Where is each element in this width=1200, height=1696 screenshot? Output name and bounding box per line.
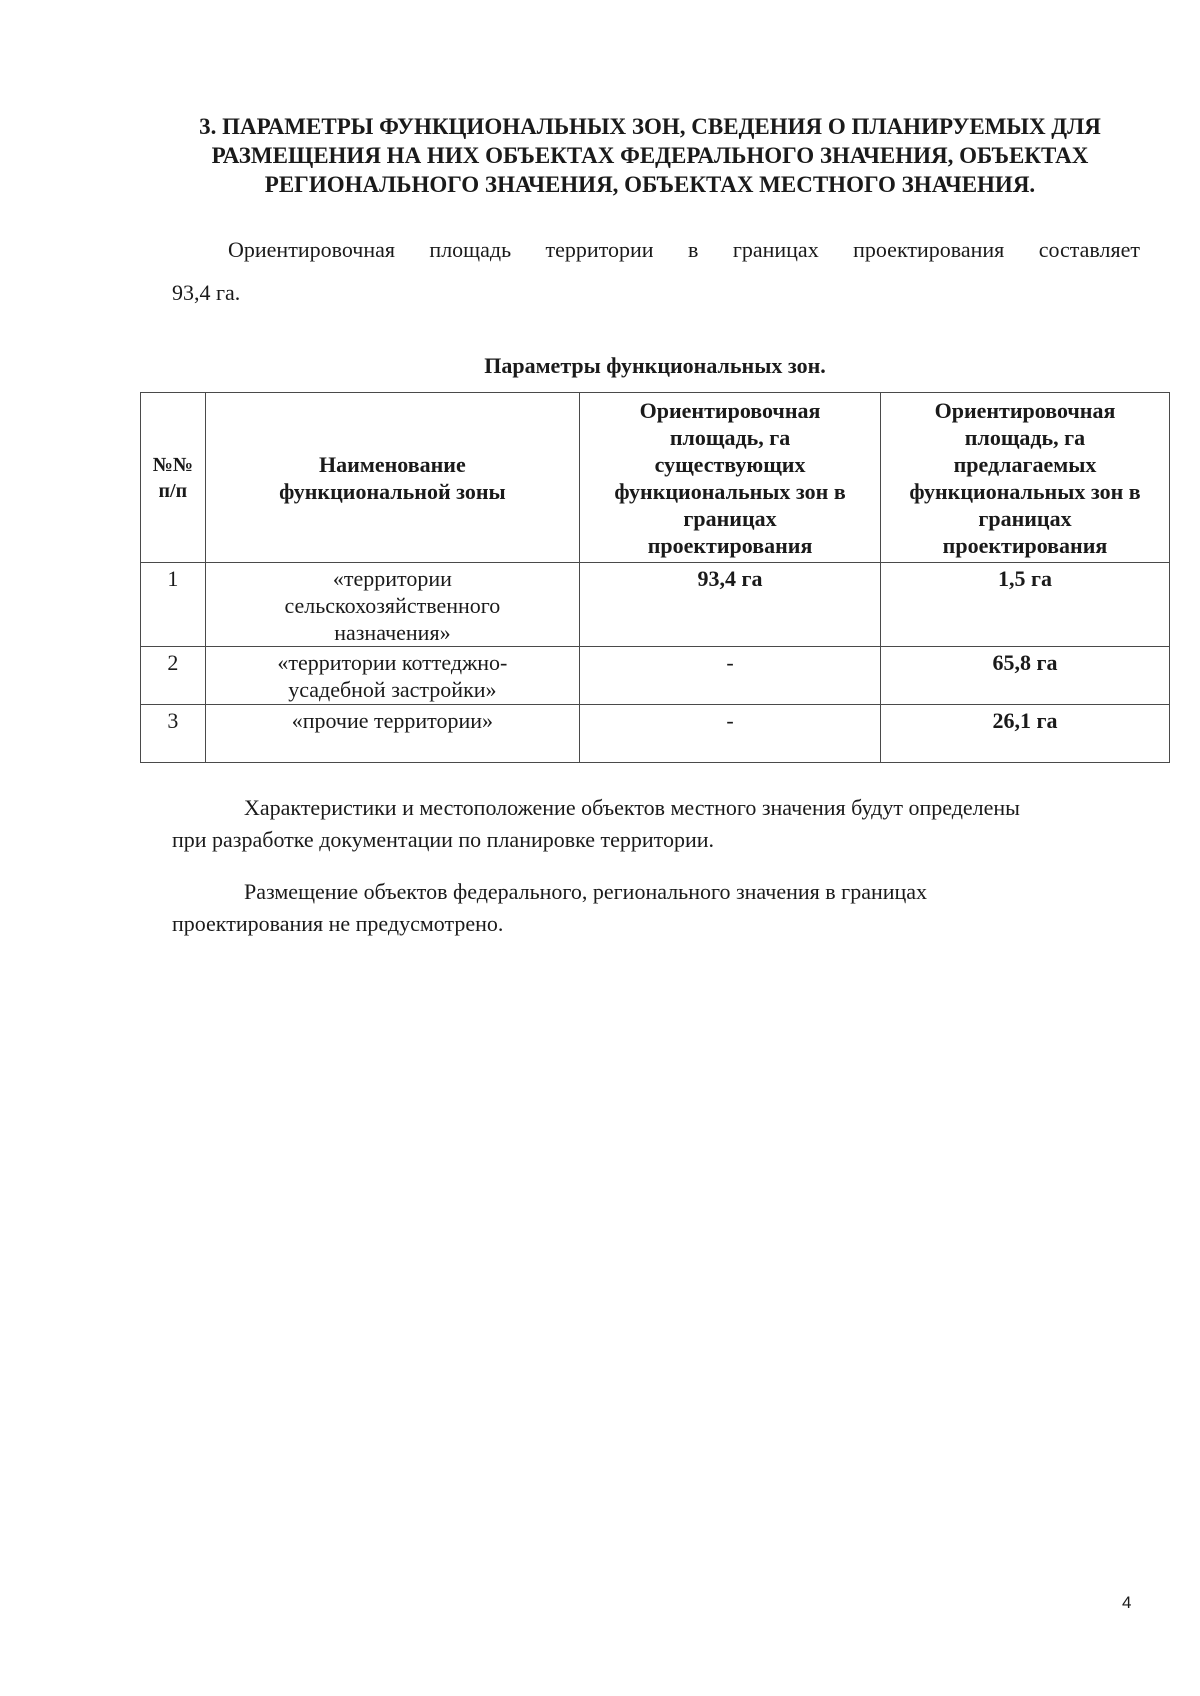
header-text: Ориентировочная (639, 397, 821, 423)
page-number: 4 (1122, 1593, 1132, 1612)
cell-proposed-area: 65,8 га (880, 647, 1169, 705)
cell-number: 3 (141, 705, 206, 763)
cell-zone-name (205, 563, 579, 647)
header-proposed-area (880, 393, 1169, 563)
header-text: Ориентировочная (934, 397, 1116, 423)
paragraph-line: при разработке документации по планировке территории. (172, 827, 715, 852)
header-text: границах (978, 505, 1072, 531)
cell-proposed-area: 26,1 га (880, 705, 1169, 763)
paragraph-line: проектирования не предусмотрено. (172, 911, 504, 936)
paragraph-line (172, 792, 1132, 824)
intro-line: Ориентировочная площадь территории в границах проектирования составляет (228, 237, 1140, 262)
header-text: предлагаемых (953, 451, 1097, 477)
header-number (141, 393, 206, 563)
table-row (141, 563, 1170, 647)
table-caption: Параметры функциональных зон. (484, 353, 826, 378)
header-text: существующих (654, 451, 806, 477)
table-header-row (141, 393, 1170, 563)
header-text: функциональных зон в (909, 478, 1141, 504)
section-heading-line: РАЗМЕЩЕНИЯ НА НИХ ОБЪЕКТАХ ФЕДЕРАЛЬНОГО ЗНАЧЕНИЯ, ОБЪЕКТАХ (211, 143, 1089, 168)
header-zone-name (205, 393, 579, 563)
cell-text: «прочие территории» (291, 708, 494, 733)
cell-existing-area: 93,4 га (580, 563, 881, 647)
header-text: проектирования (942, 532, 1108, 558)
federal-objects-paragraph (172, 876, 1132, 940)
header-text: функциональной зоны (279, 478, 506, 504)
cell-text: «территории коттеджно- (277, 650, 508, 675)
header-text: функциональных зон в (614, 478, 846, 504)
header-text: п/п (158, 479, 188, 502)
cell-text: усадебной застройки» (288, 677, 497, 702)
cell-text: «территории (332, 566, 452, 591)
header-text: границах (683, 505, 777, 531)
table-row (141, 647, 1170, 705)
header-text: площадь, га (964, 424, 1086, 450)
paragraph-text: Размещение объектов федерального, регионального значения в границах (244, 879, 928, 904)
cell-number: 1 (141, 563, 206, 647)
header-text: №№ (152, 453, 193, 476)
paragraph-line (172, 876, 1132, 908)
header-text: Наименование (319, 451, 466, 477)
local-objects-paragraph (172, 792, 1132, 856)
cell-number: 2 (141, 647, 206, 705)
header-text: площадь, га (669, 424, 791, 450)
paragraph-text: Характеристики и местоположение объектов местного значения будут определены (244, 795, 1020, 820)
section-heading-line: 3. ПАРАМЕТРЫ ФУНКЦИОНАЛЬНЫХ ЗОН, СВЕДЕНИЯ О ПЛАНИРУЕМЫХ ДЛЯ (199, 114, 1101, 139)
cell-zone-name (205, 705, 579, 763)
functional-zones-table (140, 392, 1170, 763)
section-heading-line: РЕГИОНАЛЬНОГО ЗНАЧЕНИЯ, ОБЪЕКТАХ МЕСТНОГО ЗНАЧЕНИЯ. (264, 172, 1036, 197)
cell-proposed-area: 1,5 га (880, 563, 1169, 647)
cell-text: назначения» (334, 620, 451, 645)
header-text: проектирования (647, 532, 813, 558)
section-heading (160, 112, 1140, 199)
cell-zone-name (205, 647, 579, 705)
intro-line: 93,4 га. (172, 280, 241, 305)
cell-existing-area: - (580, 647, 881, 705)
cell-text: сельскохозяйственного (284, 593, 501, 618)
cell-existing-area: - (580, 705, 881, 763)
intro-paragraph (172, 228, 1140, 314)
table-row (141, 705, 1170, 763)
header-existing-area (580, 393, 881, 563)
